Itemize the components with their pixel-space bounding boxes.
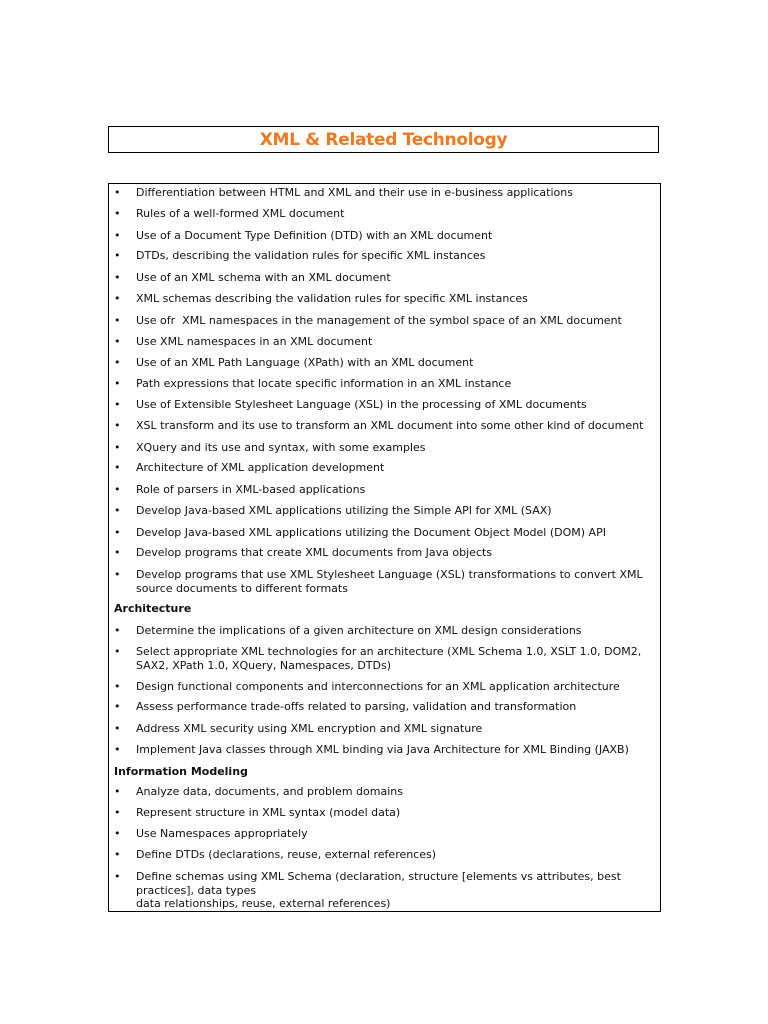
bullet-icon: • <box>114 356 121 369</box>
bullet-icon: • <box>114 377 121 390</box>
bullet-icon: • <box>114 461 121 474</box>
bullet-icon: • <box>114 441 121 454</box>
bullet-icon: • <box>114 848 121 861</box>
bullet-icon: • <box>114 314 121 327</box>
bullet-icon: • <box>114 680 121 693</box>
bullet-icon: • <box>114 722 121 735</box>
bullet-icon: • <box>114 483 121 496</box>
bullet-icon: • <box>114 743 121 756</box>
title-box <box>108 126 659 153</box>
bullet-icon: • <box>114 827 121 840</box>
bullet-icon: • <box>114 398 121 411</box>
bullet-icon: • <box>114 700 121 713</box>
bullet-icon: • <box>114 335 121 348</box>
bullet-icon: • <box>114 568 121 581</box>
section-heading-information-modeling: Information Modeling <box>114 765 248 778</box>
bullet-icon: • <box>114 546 121 559</box>
bullet-icon: • <box>114 526 121 539</box>
content-box: • Differentiation between HTML and XML and their use in e-business applications • Rules of a well-formed XML document • Use of a Document Type Definition (DTD) with an XML document • DTDs, describing the validation rules for specific XML instances • Use of an XML schema with an XML document • XML schemas describing the validation rules for specific XML instances • Use ofr XML namespaces in the management of the symbol space of an XML document • Use XML namespaces in an XML document • Use of an XML Path Language (XPath) with an XML document • Path expressions that locate specific information in an XML instance • Use of Extensible Stylesheet Language (XSL) in the processing of XML documents • XSL transform and its use to transform an XML document into some other kind of document • XQuery and its use and syntax, with some examples • Architecture of XML application development • Role of parsers in XML-based applications • Develop Java-based XML applications utilizing the Simple API for XML (SAX) • Develop Java-based XML applications utilizing the Document Object Model (DOM) API • Develop programs that create XML documents from Java objects • Develop programs that use XML Stylesheet Language (XSL) transformations to convert XML source documents to different formats Architecture • Determine the implications of a given architecture on XML design considerations • Select appropriate XML technologies for an architecture (XML Schema 1.0, XSLT 1.0, DOM2, SAX2, XPath 1.0, XQuery, Namespaces, DTDs) • Design functional components and interconnections for an XML application architecture • Assess performance trade-offs related to parsing, validation and transformation • Address XML security using XML encryption and XML signature • Implement Java classes through XML binding via Java Architecture for XML Binding (JAXB) Information Modeling • Analyze data, documents, and problem domains • Represent structure in XML syntax (model data) • Use Namespaces appropriately • Define DTDs (declarations, reuse, external references) • Define schemas using XML Schema (declaration, structure [elements vs attributes, best practices], data types data relationships, reuse, external references) <box>108 183 661 912</box>
bullet-icon: • <box>114 271 121 284</box>
bullet-icon: • <box>114 806 121 819</box>
bullet-icon: • <box>114 785 121 798</box>
bullet-icon: • <box>114 186 121 199</box>
bullet-icon: • <box>114 419 121 432</box>
bullet-icon: • <box>114 292 121 305</box>
section-heading-architecture: Architecture <box>114 602 192 615</box>
bullet-icon: • <box>114 249 121 262</box>
bullet-icon: • <box>114 624 121 637</box>
bullet-icon: • <box>114 870 121 883</box>
bullet-icon: • <box>114 504 121 517</box>
document-title: XML & Related Technology <box>259 129 508 150</box>
bullet-icon: • <box>114 645 121 658</box>
bullet-icon: • <box>114 207 121 220</box>
bullet-icon: • <box>114 229 121 242</box>
